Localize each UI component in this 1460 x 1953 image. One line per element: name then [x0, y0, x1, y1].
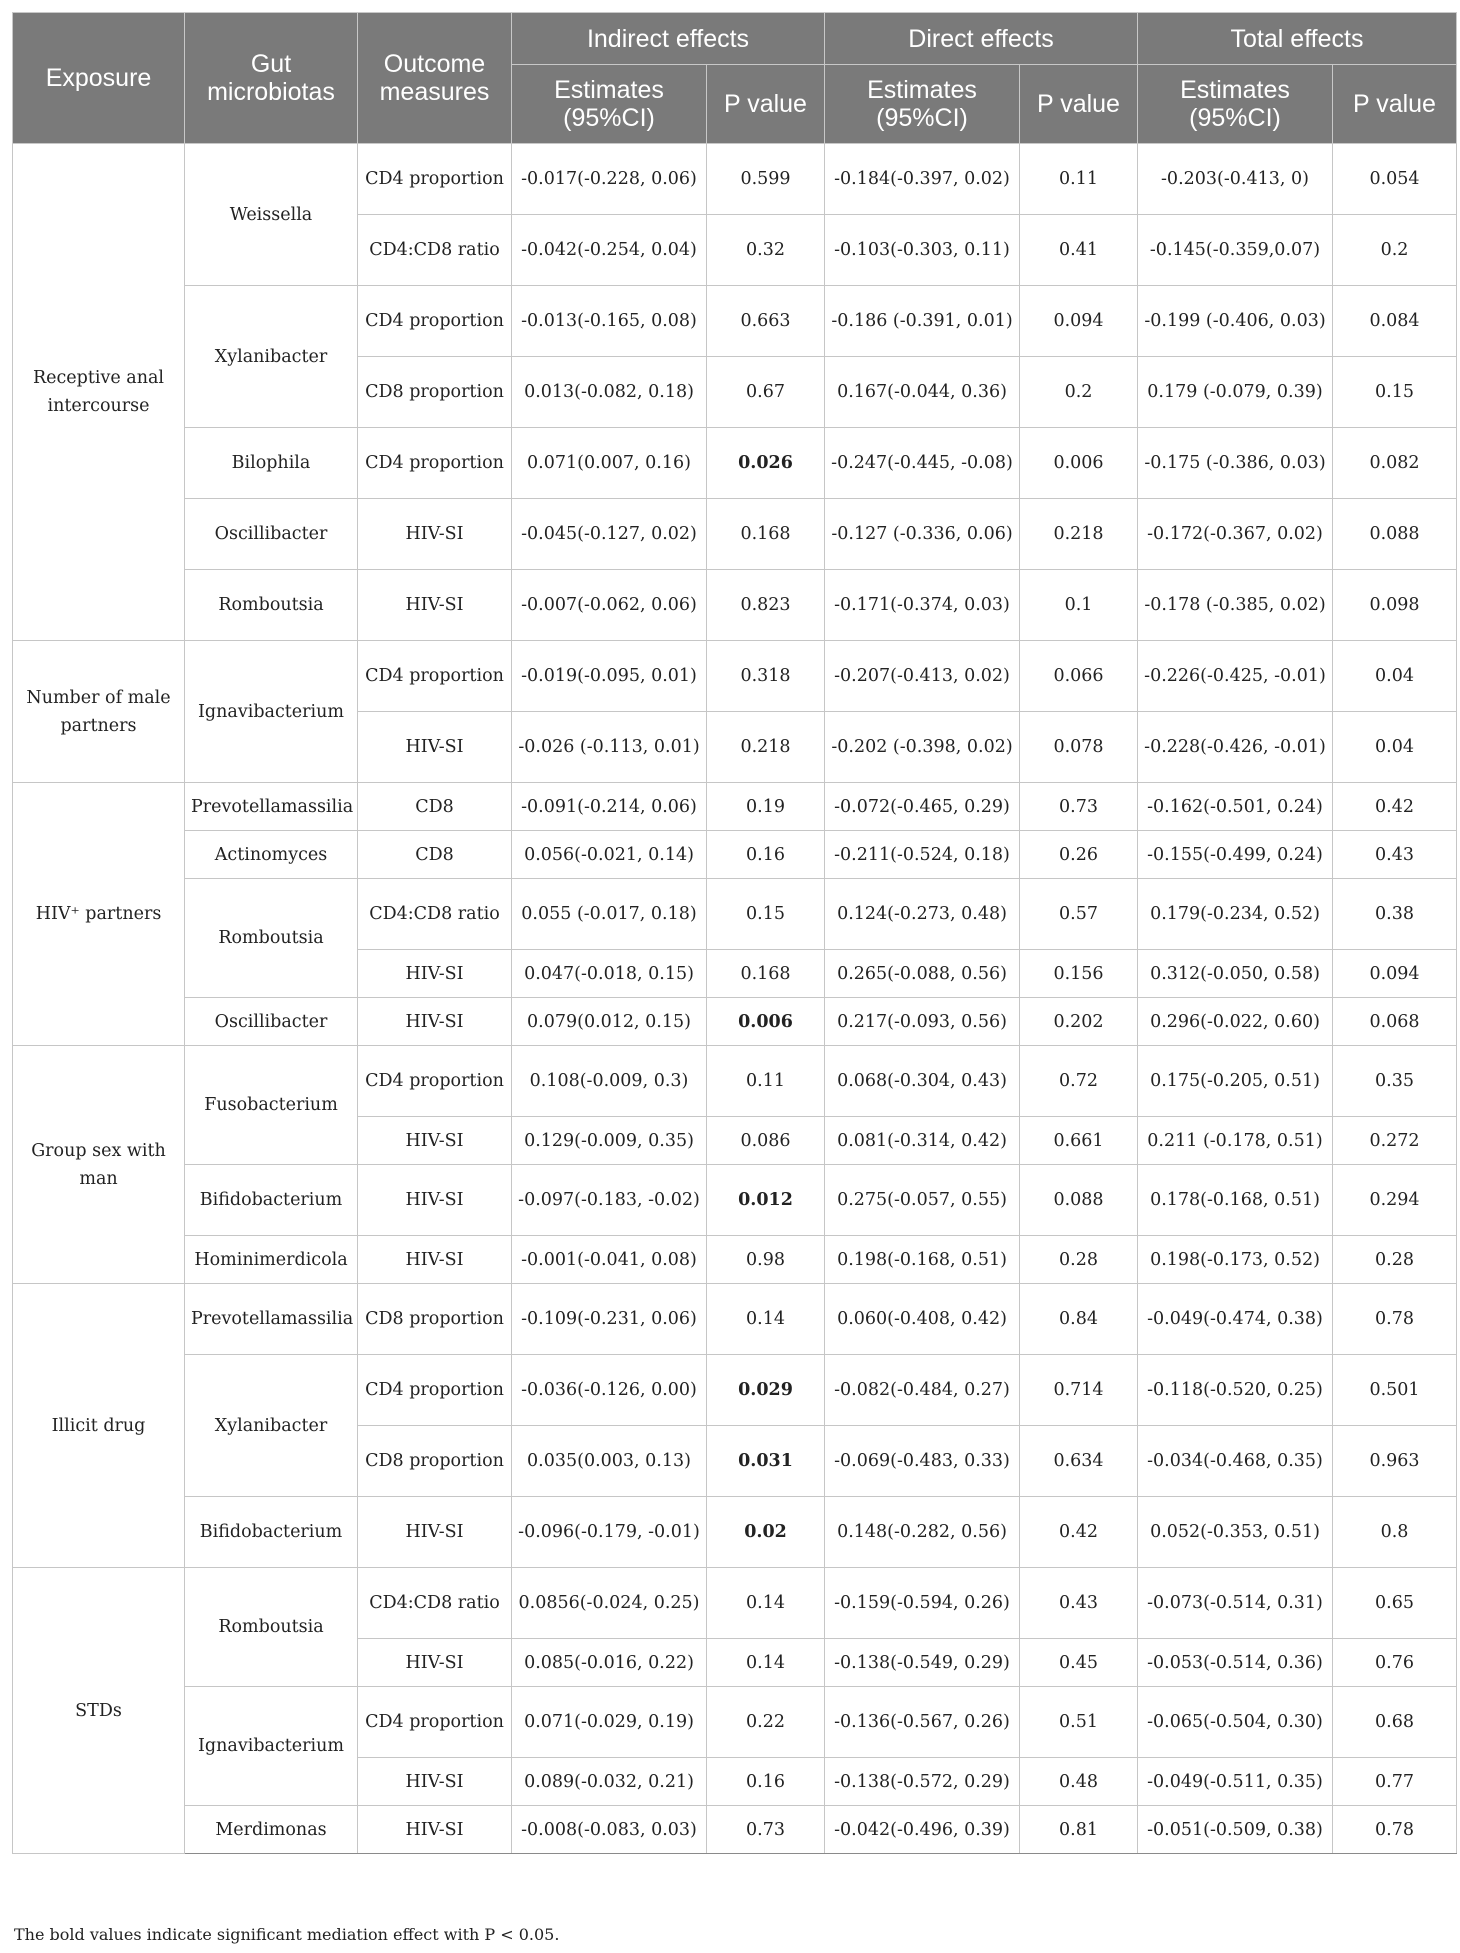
direct-p-value-cell: 0.26	[1020, 831, 1138, 879]
total-estimate-cell: 0.211 (-0.178, 0.51)	[1138, 1117, 1333, 1165]
indirect-estimate-cell: -0.097(-0.183, -0.02)	[512, 1165, 707, 1236]
total-estimate-cell: -0.051(-0.509, 0.38)	[1138, 1806, 1333, 1854]
total-p-value-cell: 0.35	[1333, 1046, 1457, 1117]
microbiota-cell: Prevotellamassilia	[185, 783, 358, 831]
direct-p-value-cell: 0.634	[1020, 1426, 1138, 1497]
outcome-cell: HIV-SI	[358, 998, 512, 1046]
exposure-cell: HIV⁺ partners	[13, 783, 185, 1046]
total-p-value-cell: 0.088	[1333, 499, 1457, 570]
total-p-value-cell: 0.78	[1333, 1806, 1457, 1854]
total-estimate-cell: 0.179(-0.234, 0.52)	[1138, 879, 1333, 950]
header-total-effects: Total effects	[1138, 13, 1457, 65]
indirect-p-value-cell: 0.22	[707, 1687, 825, 1758]
total-p-value-cell: 0.78	[1333, 1284, 1457, 1355]
total-estimate-cell: -0.155(-0.499, 0.24)	[1138, 831, 1333, 879]
direct-estimate-cell: -0.138(-0.549, 0.29)	[825, 1639, 1020, 1687]
total-p-value-cell: 0.2	[1333, 215, 1457, 286]
direct-estimate-cell: -0.211(-0.524, 0.18)	[825, 831, 1020, 879]
direct-p-value-cell: 0.45	[1020, 1639, 1138, 1687]
table-row	[13, 286, 1457, 357]
direct-estimate-cell: -0.159(-0.594, 0.26)	[825, 1568, 1020, 1639]
direct-estimate-cell: -0.069(-0.483, 0.33)	[825, 1426, 1020, 1497]
table-row	[13, 879, 1457, 950]
total-estimate-cell: 0.296(-0.022, 0.60)	[1138, 998, 1333, 1046]
direct-estimate-cell: 0.148(-0.282, 0.56)	[825, 1497, 1020, 1568]
indirect-p-value-cell: 0.73	[707, 1806, 825, 1854]
total-p-value-cell: 0.04	[1333, 641, 1457, 712]
microbiota-cell: Ignavibacterium	[185, 641, 358, 783]
microbiota-cell: Prevotellamassilia	[185, 1284, 358, 1355]
microbiota-cell: Romboutsia	[185, 1568, 358, 1687]
direct-estimate-cell: 0.081(-0.314, 0.42)	[825, 1117, 1020, 1165]
direct-estimate-cell: -0.171(-0.374, 0.03)	[825, 570, 1020, 641]
table-body	[13, 144, 1457, 1854]
total-p-value-cell: 0.963	[1333, 1426, 1457, 1497]
outcome-cell: HIV-SI	[358, 1497, 512, 1568]
exposure-cell: Group sex with man	[13, 1046, 185, 1284]
outcome-cell: CD8 proportion	[358, 1426, 512, 1497]
microbiota-cell: Actinomyces	[185, 831, 358, 879]
direct-estimate-cell: -0.202 (-0.398, 0.02)	[825, 712, 1020, 783]
total-estimate-cell: -0.178 (-0.385, 0.02)	[1138, 570, 1333, 641]
direct-p-value-cell: 0.156	[1020, 950, 1138, 998]
header-exposure: Exposure	[13, 13, 185, 144]
direct-p-value-cell: 0.2	[1020, 357, 1138, 428]
indirect-p-value-cell: 0.14	[707, 1568, 825, 1639]
direct-p-value-cell: 0.661	[1020, 1117, 1138, 1165]
direct-p-value-cell: 0.43	[1020, 1568, 1138, 1639]
total-p-value-cell: 0.65	[1333, 1568, 1457, 1639]
total-estimate-cell: -0.203(-0.413, 0)	[1138, 144, 1333, 215]
total-p-value-cell: 0.04	[1333, 712, 1457, 783]
indirect-estimate-cell: 0.035(0.003, 0.13)	[512, 1426, 707, 1497]
outcome-cell: CD8 proportion	[358, 1284, 512, 1355]
indirect-p-value-cell: 0.318	[707, 641, 825, 712]
indirect-p-value-cell: 0.32	[707, 215, 825, 286]
microbiota-cell: Romboutsia	[185, 570, 358, 641]
indirect-p-value-cell: 0.14	[707, 1284, 825, 1355]
outcome-cell: CD4 proportion	[358, 428, 512, 499]
indirect-p-value-cell: 0.006	[707, 998, 825, 1046]
indirect-p-value-cell: 0.663	[707, 286, 825, 357]
outcome-cell: CD4:CD8 ratio	[358, 215, 512, 286]
indirect-estimate-cell: 0.085(-0.016, 0.22)	[512, 1639, 707, 1687]
table-row	[13, 1497, 1457, 1568]
outcome-cell: CD8	[358, 831, 512, 879]
header-direct-estimates: Estimates (95%CI)	[825, 65, 1020, 144]
direct-p-value-cell: 0.714	[1020, 1355, 1138, 1426]
total-p-value-cell: 0.28	[1333, 1236, 1457, 1284]
indirect-p-value-cell: 0.168	[707, 950, 825, 998]
table-row	[13, 499, 1457, 570]
direct-p-value-cell: 0.066	[1020, 641, 1138, 712]
total-estimate-cell: -0.053(-0.514, 0.36)	[1138, 1639, 1333, 1687]
direct-p-value-cell: 0.088	[1020, 1165, 1138, 1236]
microbiota-cell: Romboutsia	[185, 879, 358, 998]
total-p-value-cell: 0.294	[1333, 1165, 1457, 1236]
outcome-cell: HIV-SI	[358, 950, 512, 998]
outcome-cell: HIV-SI	[358, 1639, 512, 1687]
indirect-p-value-cell: 0.599	[707, 144, 825, 215]
total-p-value-cell: 0.68	[1333, 1687, 1457, 1758]
microbiota-cell: Hominimerdicola	[185, 1236, 358, 1284]
direct-estimate-cell: -0.127 (-0.336, 0.06)	[825, 499, 1020, 570]
indirect-p-value-cell: 0.14	[707, 1639, 825, 1687]
total-estimate-cell: -0.172(-0.367, 0.02)	[1138, 499, 1333, 570]
total-estimate-cell: 0.178(-0.168, 0.51)	[1138, 1165, 1333, 1236]
microbiota-cell: Bilophila	[185, 428, 358, 499]
table-row	[13, 1046, 1457, 1117]
total-p-value-cell: 0.15	[1333, 357, 1457, 428]
total-estimate-cell: -0.162(-0.501, 0.24)	[1138, 783, 1333, 831]
table-row	[13, 641, 1457, 712]
indirect-p-value-cell: 0.823	[707, 570, 825, 641]
indirect-estimate-cell: 0.047(-0.018, 0.15)	[512, 950, 707, 998]
outcome-cell: HIV-SI	[358, 1165, 512, 1236]
direct-estimate-cell: -0.207(-0.413, 0.02)	[825, 641, 1020, 712]
direct-estimate-cell: 0.275(-0.057, 0.55)	[825, 1165, 1020, 1236]
indirect-estimate-cell: -0.013(-0.165, 0.08)	[512, 286, 707, 357]
indirect-estimate-cell: -0.091(-0.214, 0.06)	[512, 783, 707, 831]
header-total-estimates: Estimates (95%CI)	[1138, 65, 1333, 144]
total-estimate-cell: 0.052(-0.353, 0.51)	[1138, 1497, 1333, 1568]
indirect-estimate-cell: 0.055 (-0.017, 0.18)	[512, 879, 707, 950]
indirect-p-value-cell: 0.031	[707, 1426, 825, 1497]
total-estimate-cell: 0.198(-0.173, 0.52)	[1138, 1236, 1333, 1284]
exposure-cell: STDs	[13, 1568, 185, 1854]
total-estimate-cell: -0.175 (-0.386, 0.03)	[1138, 428, 1333, 499]
direct-p-value-cell: 0.42	[1020, 1497, 1138, 1568]
total-estimate-cell: -0.226(-0.425, -0.01)	[1138, 641, 1333, 712]
indirect-p-value-cell: 0.029	[707, 1355, 825, 1426]
direct-p-value-cell: 0.078	[1020, 712, 1138, 783]
exposure-cell: Number of male partners	[13, 641, 185, 783]
microbiota-cell: Weissella	[185, 144, 358, 286]
direct-p-value-cell: 0.81	[1020, 1806, 1138, 1854]
direct-p-value-cell: 0.11	[1020, 144, 1138, 215]
total-estimate-cell: -0.073(-0.514, 0.31)	[1138, 1568, 1333, 1639]
indirect-estimate-cell: 0.079(0.012, 0.15)	[512, 998, 707, 1046]
total-estimate-cell: -0.145(-0.359,0.07)	[1138, 215, 1333, 286]
direct-p-value-cell: 0.41	[1020, 215, 1138, 286]
outcome-cell: HIV-SI	[358, 1117, 512, 1165]
direct-estimate-cell: 0.198(-0.168, 0.51)	[825, 1236, 1020, 1284]
total-p-value-cell: 0.272	[1333, 1117, 1457, 1165]
direct-p-value-cell: 0.73	[1020, 783, 1138, 831]
total-p-value-cell: 0.43	[1333, 831, 1457, 879]
direct-estimate-cell: 0.060(-0.408, 0.42)	[825, 1284, 1020, 1355]
direct-estimate-cell: -0.136(-0.567, 0.26)	[825, 1687, 1020, 1758]
exposure-cell: Receptive anal intercourse	[13, 144, 185, 641]
total-estimate-cell: -0.049(-0.511, 0.35)	[1138, 1758, 1333, 1806]
total-p-value-cell: 0.8	[1333, 1497, 1457, 1568]
header-direct-effects: Direct effects	[825, 13, 1138, 65]
total-estimate-cell: 0.179 (-0.079, 0.39)	[1138, 357, 1333, 428]
indirect-estimate-cell: -0.096(-0.179, -0.01)	[512, 1497, 707, 1568]
indirect-estimate-cell: 0.129(-0.009, 0.35)	[512, 1117, 707, 1165]
table-row	[13, 1568, 1457, 1639]
indirect-p-value-cell: 0.218	[707, 712, 825, 783]
total-estimate-cell: -0.049(-0.474, 0.38)	[1138, 1284, 1333, 1355]
total-estimate-cell: 0.312(-0.050, 0.58)	[1138, 950, 1333, 998]
direct-p-value-cell: 0.84	[1020, 1284, 1138, 1355]
outcome-cell: CD4 proportion	[358, 286, 512, 357]
outcome-cell: CD8 proportion	[358, 357, 512, 428]
outcome-cell: HIV-SI	[358, 499, 512, 570]
exposure-cell: Illicit drug	[13, 1284, 185, 1568]
indirect-estimate-cell: 0.071(-0.029, 0.19)	[512, 1687, 707, 1758]
microbiota-cell: Ignavibacterium	[185, 1687, 358, 1806]
table-row	[13, 1165, 1457, 1236]
table-row	[13, 1236, 1457, 1284]
indirect-estimate-cell: -0.001(-0.041, 0.08)	[512, 1236, 707, 1284]
table-footnote: The bold values indicate significant mediation effect with P < 0.05.	[14, 1925, 560, 1944]
indirect-estimate-cell: 0.0856(-0.024, 0.25)	[512, 1568, 707, 1639]
indirect-estimate-cell: -0.036(-0.126, 0.00)	[512, 1355, 707, 1426]
table-row	[13, 998, 1457, 1046]
direct-estimate-cell: -0.042(-0.496, 0.39)	[825, 1806, 1020, 1854]
direct-p-value-cell: 0.72	[1020, 1046, 1138, 1117]
microbiota-cell: Oscillibacter	[185, 998, 358, 1046]
indirect-p-value-cell: 0.16	[707, 1758, 825, 1806]
direct-p-value-cell: 0.48	[1020, 1758, 1138, 1806]
direct-estimate-cell: 0.167(-0.044, 0.36)	[825, 357, 1020, 428]
table-row	[13, 1284, 1457, 1355]
outcome-cell: CD8	[358, 783, 512, 831]
total-p-value-cell: 0.094	[1333, 950, 1457, 998]
direct-p-value-cell: 0.202	[1020, 998, 1138, 1046]
outcome-cell: CD4:CD8 ratio	[358, 879, 512, 950]
outcome-cell: CD4 proportion	[358, 144, 512, 215]
indirect-p-value-cell: 0.19	[707, 783, 825, 831]
outcome-cell: CD4:CD8 ratio	[358, 1568, 512, 1639]
total-p-value-cell: 0.38	[1333, 879, 1457, 950]
indirect-estimate-cell: 0.013(-0.082, 0.18)	[512, 357, 707, 428]
outcome-cell: HIV-SI	[358, 1806, 512, 1854]
header-indirect-effects: Indirect effects	[512, 13, 825, 65]
direct-estimate-cell: -0.072(-0.465, 0.29)	[825, 783, 1020, 831]
header-indirect-estimates: Estimates (95%CI)	[512, 65, 707, 144]
microbiota-cell: Bifidobacterium	[185, 1165, 358, 1236]
header-total-p-value: P value	[1333, 65, 1457, 144]
microbiota-cell: Xylanibacter	[185, 1355, 358, 1497]
direct-p-value-cell: 0.57	[1020, 879, 1138, 950]
microbiota-cell: Merdimonas	[185, 1806, 358, 1854]
header-indirect-p-value: P value	[707, 65, 825, 144]
indirect-estimate-cell: -0.026 (-0.113, 0.01)	[512, 712, 707, 783]
microbiota-cell: Bifidobacterium	[185, 1497, 358, 1568]
table-row	[13, 428, 1457, 499]
total-p-value-cell: 0.76	[1333, 1639, 1457, 1687]
direct-estimate-cell: 0.124(-0.273, 0.48)	[825, 879, 1020, 950]
indirect-estimate-cell: -0.042(-0.254, 0.04)	[512, 215, 707, 286]
indirect-estimate-cell: 0.056(-0.021, 0.14)	[512, 831, 707, 879]
table-row	[13, 1687, 1457, 1758]
total-estimate-cell: -0.228(-0.426, -0.01)	[1138, 712, 1333, 783]
indirect-estimate-cell: -0.007(-0.062, 0.06)	[512, 570, 707, 641]
indirect-estimate-cell: -0.019(-0.095, 0.01)	[512, 641, 707, 712]
table-row	[13, 831, 1457, 879]
microbiota-cell: Oscillibacter	[185, 499, 358, 570]
direct-p-value-cell: 0.51	[1020, 1687, 1138, 1758]
outcome-cell: CD4 proportion	[358, 641, 512, 712]
header-direct-p-value: P value	[1020, 65, 1138, 144]
total-p-value-cell: 0.77	[1333, 1758, 1457, 1806]
total-p-value-cell: 0.082	[1333, 428, 1457, 499]
total-estimate-cell: -0.065(-0.504, 0.30)	[1138, 1687, 1333, 1758]
indirect-p-value-cell: 0.026	[707, 428, 825, 499]
outcome-cell: CD4 proportion	[358, 1355, 512, 1426]
mediation-table	[12, 12, 1457, 1854]
table-row	[13, 144, 1457, 215]
indirect-estimate-cell: -0.008(-0.083, 0.03)	[512, 1806, 707, 1854]
indirect-p-value-cell: 0.086	[707, 1117, 825, 1165]
outcome-cell: HIV-SI	[358, 712, 512, 783]
total-estimate-cell: -0.034(-0.468, 0.35)	[1138, 1426, 1333, 1497]
direct-estimate-cell: 0.068(-0.304, 0.43)	[825, 1046, 1020, 1117]
indirect-p-value-cell: 0.16	[707, 831, 825, 879]
indirect-estimate-cell: -0.045(-0.127, 0.02)	[512, 499, 707, 570]
total-p-value-cell: 0.42	[1333, 783, 1457, 831]
direct-p-value-cell: 0.006	[1020, 428, 1138, 499]
outcome-cell: HIV-SI	[358, 1758, 512, 1806]
indirect-p-value-cell: 0.02	[707, 1497, 825, 1568]
direct-p-value-cell: 0.1	[1020, 570, 1138, 641]
indirect-estimate-cell: -0.017(-0.228, 0.06)	[512, 144, 707, 215]
outcome-cell: CD4 proportion	[358, 1687, 512, 1758]
microbiota-cell: Fusobacterium	[185, 1046, 358, 1165]
indirect-p-value-cell: 0.012	[707, 1165, 825, 1236]
table-row	[13, 1806, 1457, 1854]
total-estimate-cell: -0.118(-0.520, 0.25)	[1138, 1355, 1333, 1426]
total-estimate-cell: 0.175(-0.205, 0.51)	[1138, 1046, 1333, 1117]
outcome-cell: HIV-SI	[358, 1236, 512, 1284]
direct-p-value-cell: 0.218	[1020, 499, 1138, 570]
total-estimate-cell: -0.199 (-0.406, 0.03)	[1138, 286, 1333, 357]
table-row	[13, 1355, 1457, 1426]
indirect-p-value-cell: 0.168	[707, 499, 825, 570]
direct-estimate-cell: 0.265(-0.088, 0.56)	[825, 950, 1020, 998]
direct-estimate-cell: -0.138(-0.572, 0.29)	[825, 1758, 1020, 1806]
indirect-p-value-cell: 0.67	[707, 357, 825, 428]
direct-estimate-cell: -0.103(-0.303, 0.11)	[825, 215, 1020, 286]
table-row	[13, 783, 1457, 831]
direct-estimate-cell: -0.184(-0.397, 0.02)	[825, 144, 1020, 215]
outcome-cell: CD4 proportion	[358, 1046, 512, 1117]
total-p-value-cell: 0.084	[1333, 286, 1457, 357]
total-p-value-cell: 0.501	[1333, 1355, 1457, 1426]
indirect-estimate-cell: -0.109(-0.231, 0.06)	[512, 1284, 707, 1355]
total-p-value-cell: 0.068	[1333, 998, 1457, 1046]
total-p-value-cell: 0.098	[1333, 570, 1457, 641]
indirect-p-value-cell: 0.11	[707, 1046, 825, 1117]
indirect-p-value-cell: 0.98	[707, 1236, 825, 1284]
header-outcome-measures: Outcome measures	[358, 13, 512, 144]
total-p-value-cell: 0.054	[1333, 144, 1457, 215]
direct-p-value-cell: 0.28	[1020, 1236, 1138, 1284]
direct-estimate-cell: 0.217(-0.093, 0.56)	[825, 998, 1020, 1046]
indirect-estimate-cell: 0.071(0.007, 0.16)	[512, 428, 707, 499]
header-gut-microbiotas: Gut microbiotas	[185, 13, 358, 144]
microbiota-cell: Xylanibacter	[185, 286, 358, 428]
indirect-estimate-cell: 0.108(-0.009, 0.3)	[512, 1046, 707, 1117]
indirect-p-value-cell: 0.15	[707, 879, 825, 950]
direct-estimate-cell: -0.247(-0.445, -0.08)	[825, 428, 1020, 499]
outcome-cell: HIV-SI	[358, 570, 512, 641]
direct-estimate-cell: -0.186 (-0.391, 0.01)	[825, 286, 1020, 357]
table-row	[13, 570, 1457, 641]
direct-estimate-cell: -0.082(-0.484, 0.27)	[825, 1355, 1020, 1426]
indirect-estimate-cell: 0.089(-0.032, 0.21)	[512, 1758, 707, 1806]
direct-p-value-cell: 0.094	[1020, 286, 1138, 357]
